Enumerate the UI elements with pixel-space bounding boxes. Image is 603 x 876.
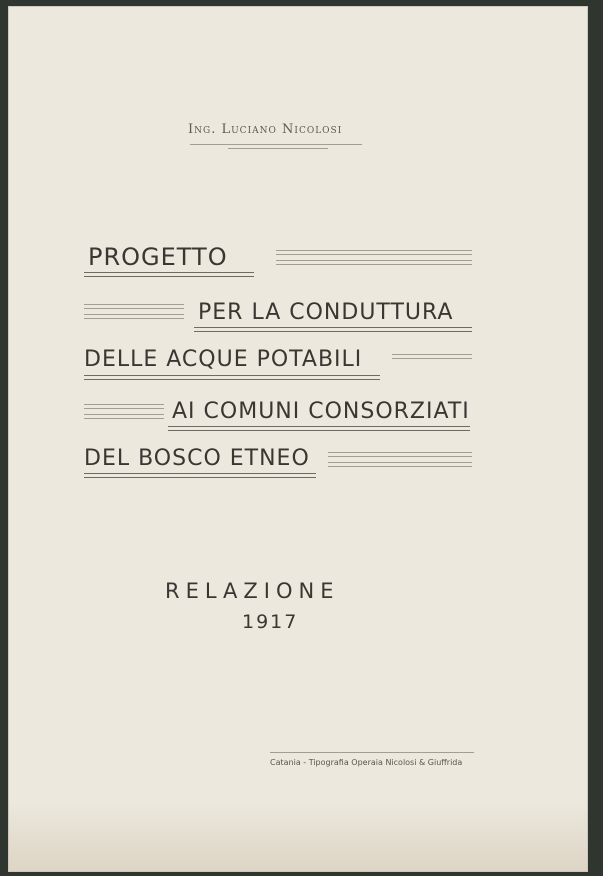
title-line-3-filler-rule [392,354,472,359]
title-line-5-filler-rule [328,452,472,457]
report-label: RELAZIONE [165,579,340,603]
title-line-4-filler-rule [84,404,164,409]
printer-rule [270,752,474,753]
title-line-5: DEL BOSCO ETNEO [84,446,310,471]
title-line-3: DELLE ACQUE POTABILI [84,347,363,372]
title-line-1-filler-rule [276,250,472,255]
report-year: 1917 [242,611,299,633]
title-line-4-underline [168,426,470,431]
title-line-2-filler-rule-2 [84,314,184,319]
author-underline-2 [228,148,328,149]
title-line-2: PER LA CONDUTTURA [198,300,454,325]
title-line-3-underline [84,375,380,380]
document-cover [8,6,588,872]
title-line-4: AI COMUNI CONSORZIATI [172,399,470,424]
title-line-1-underline [84,272,254,277]
printer-imprint: Catania - Tipografia Operaia Nicolosi & Giuffrida [270,758,463,767]
title-line-1: PROGETTO [88,243,228,271]
title-line-5-filler-rule-2 [328,462,472,467]
title-line-2-underline [194,327,472,332]
title-line-5-underline [84,473,316,478]
author-underline [190,144,362,145]
author-name: Ing. Luciano Nicolosi [188,122,343,137]
title-line-4-filler-rule-2 [84,414,164,419]
title-line-2-filler-rule [84,304,184,309]
title-line-1-filler-rule-2 [276,260,472,265]
